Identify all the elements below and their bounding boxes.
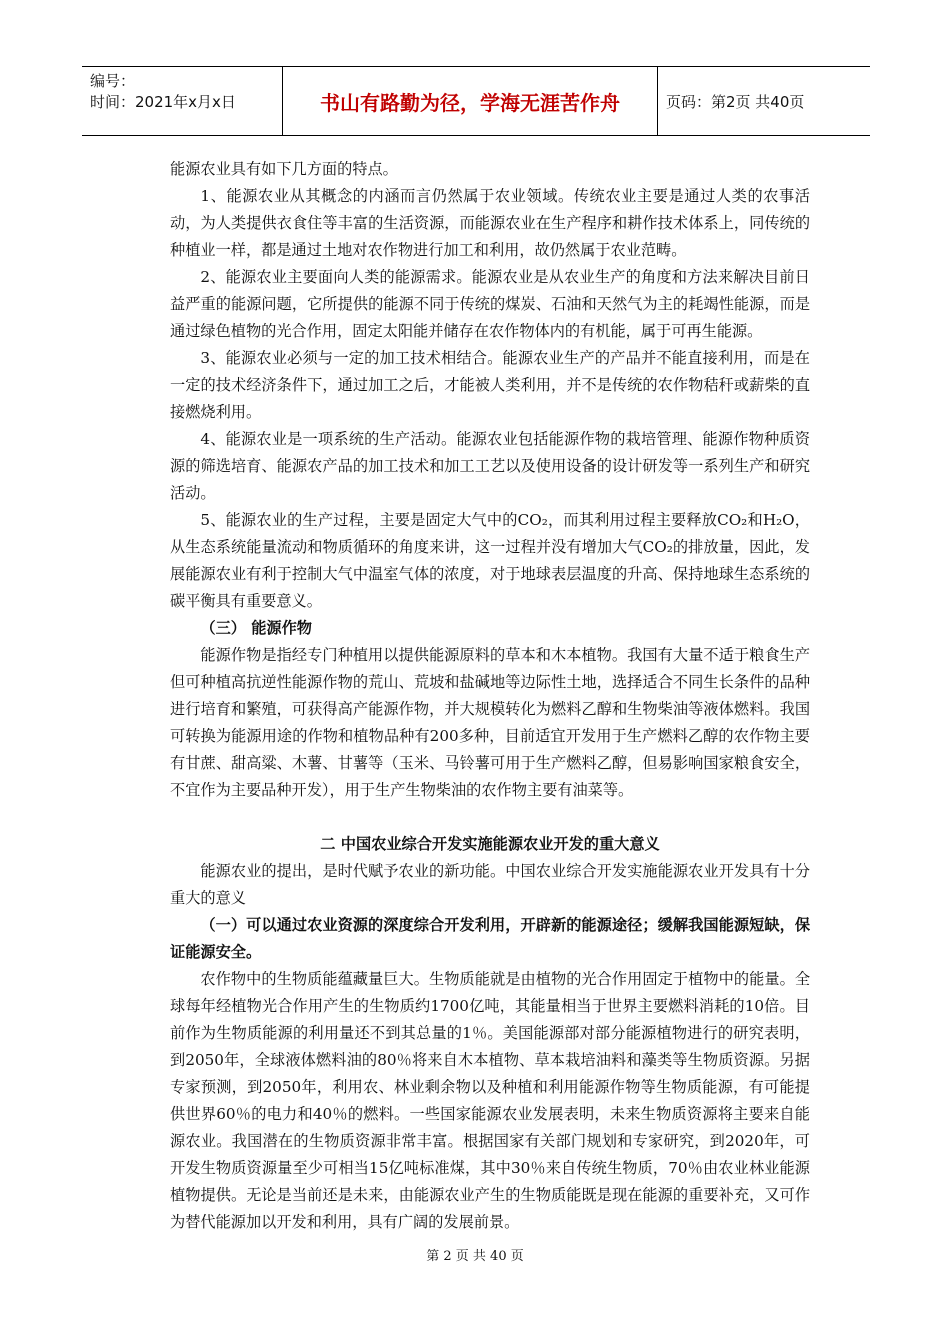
paragraph-biomass: 农作物中的生物质能蕴藏量巨大。生物质能就是由植物的光合作用固定于植物中的能量。全球每年经植物光合作用产生的生物质约1700亿吨，其能量相当于世界主要燃料消耗的10倍。目前作为生物质能源的利用量还不到其总量的1％。美国能源部对部分能源植物进行的研究表明，到2050年，全球液体燃料油的80％将来自木本植物、草本栽培油料和藻类等生物质资源。另据专家预测，到2050年，利用农、林业剩余物以及种植和利用能源作物等生物质能源，有可能提供世界60％的电力和40％的燃料。一些国家能源农业发展表明，未来生物质资源将主要来自能源农业。我国潜在的生物质资源非常丰富。根据国家有关部门规划和专家研究，到2020年，可开发生物质资源量至少可相当15亿吨标准煤，其中30％来自传统生物质，70％由农业林业能源植物提供。无论是当前还是未来，由能源农业产生的生物质能既是现在能源的重要补充，又可作为替代能源加以开发和利用，具有广阔的发展前景。 — [170, 970, 810, 1231]
header-page-label: 页码：第2页 共40页 — [666, 92, 805, 111]
intro-paragraph: 能源农业具有如下几方面的特点。 — [170, 160, 398, 178]
paragraph-feature-3: 3、能源农业必须与一定的加工技术相结合。能源农业生产的产品并不能直接利用，而是在一定的技术经济条件下，通过加工之后，才能被人类利用，并不是传统的农作物秸秆或薪柴的直接燃烧利用。 — [170, 349, 810, 421]
paragraph-feature-1: 1、能源农业从其概念的内涵而言仍然属于农业领域。传统农业主要是通过人类的农事活动，为人类提供衣食住等丰富的生活资源，而能源农业在生产程序和耕作技术体系上，同传统的种植业一样，都是通过土地对农作物进行加工和利用，故仍然属于农业范畴。 — [170, 187, 810, 259]
page-header — [82, 66, 870, 136]
section-heading-energy-crops: （三） 能源作物 — [200, 619, 312, 637]
header-motto: 书山有路勤为径，学海无涯苦作舟 — [282, 67, 658, 135]
header-date-label: 时间：2021年x月x日 — [90, 93, 236, 111]
paragraph-feature-4: 4、能源农业是一项系统的生产活动。能源农业包括能源作物的栽培管理、能源作物种质资源的筛选培育、能源农产品的加工技术和加工工艺以及使用设备的设计研发等一系列生产和研究活动。 — [170, 430, 810, 502]
header-meta — [82, 67, 282, 135]
paragraph-significance-intro: 能源农业的提出，是时代赋予农业的新功能。中国农业综合开发实施能源农业开发具有十分重大的意义 — [170, 862, 810, 907]
paragraph-feature-5: 5、能源农业的生产过程，主要是固定大气中的CO₂，而其利用过程主要释放CO₂和H₂O，从生态系统能量流动和物质循环的角度来讲，这一过程并没有增加大气CO₂的排放量，因此，发展能源农业有利于控制大气中温室气体的浓度，对于地球表层温度的升高、保持地球生态系统的碳平衡具有重要意义。 — [170, 511, 810, 610]
paragraph-energy-crops: 能源作物是指经专门种植用以提供能源原料的草本和木本植物。我国有大量不适于粮食生产但可种植高抗逆性能源作物的荒山、荒坡和盐碱地等边际性土地，选择适合不同生长条件的品种进行培育和繁殖，可获得高产能源作物，并大规模转化为燃料乙醇和生物柴油等液体燃料。我国可转换为能源用途的作物和植物品种有200多种，目前适宜开发用于生产燃料乙醇的农作物主要有甘蔗、甜高粱、木薯、甘薯等（玉米、马铃薯可用于生产燃料乙醇，但易影响国家粮食安全，不宜作为主要品种开发），用于生产生物柴油的农作物主要有油菜等。 — [170, 646, 810, 799]
paragraph-feature-2: 2、能源农业主要面向人类的能源需求。能源农业是从农业生产的角度和方法来解决目前日益严重的能源问题，它所提供的能源不同于传统的煤炭、石油和天然气为主的耗竭性能源，而是通过绿色植物的光合作用，固定太阳能并储存在农作物体内的有机能，属于可再生能源。 — [170, 268, 810, 340]
page-footer: 第 2 页 共 40 页 — [426, 1249, 524, 1264]
header-number-label: 编号： — [90, 72, 136, 90]
part-heading-significance: 二 中国农业综合开发实施能源农业开发的重大意义 — [320, 835, 660, 853]
document-body — [170, 156, 810, 1236]
subheading-new-energy-routes: （一）可以通过农业资源的深度综合开发利用，开辟新的能源途径；缓解我国能源短缺，保证能源安全。 — [170, 916, 810, 961]
